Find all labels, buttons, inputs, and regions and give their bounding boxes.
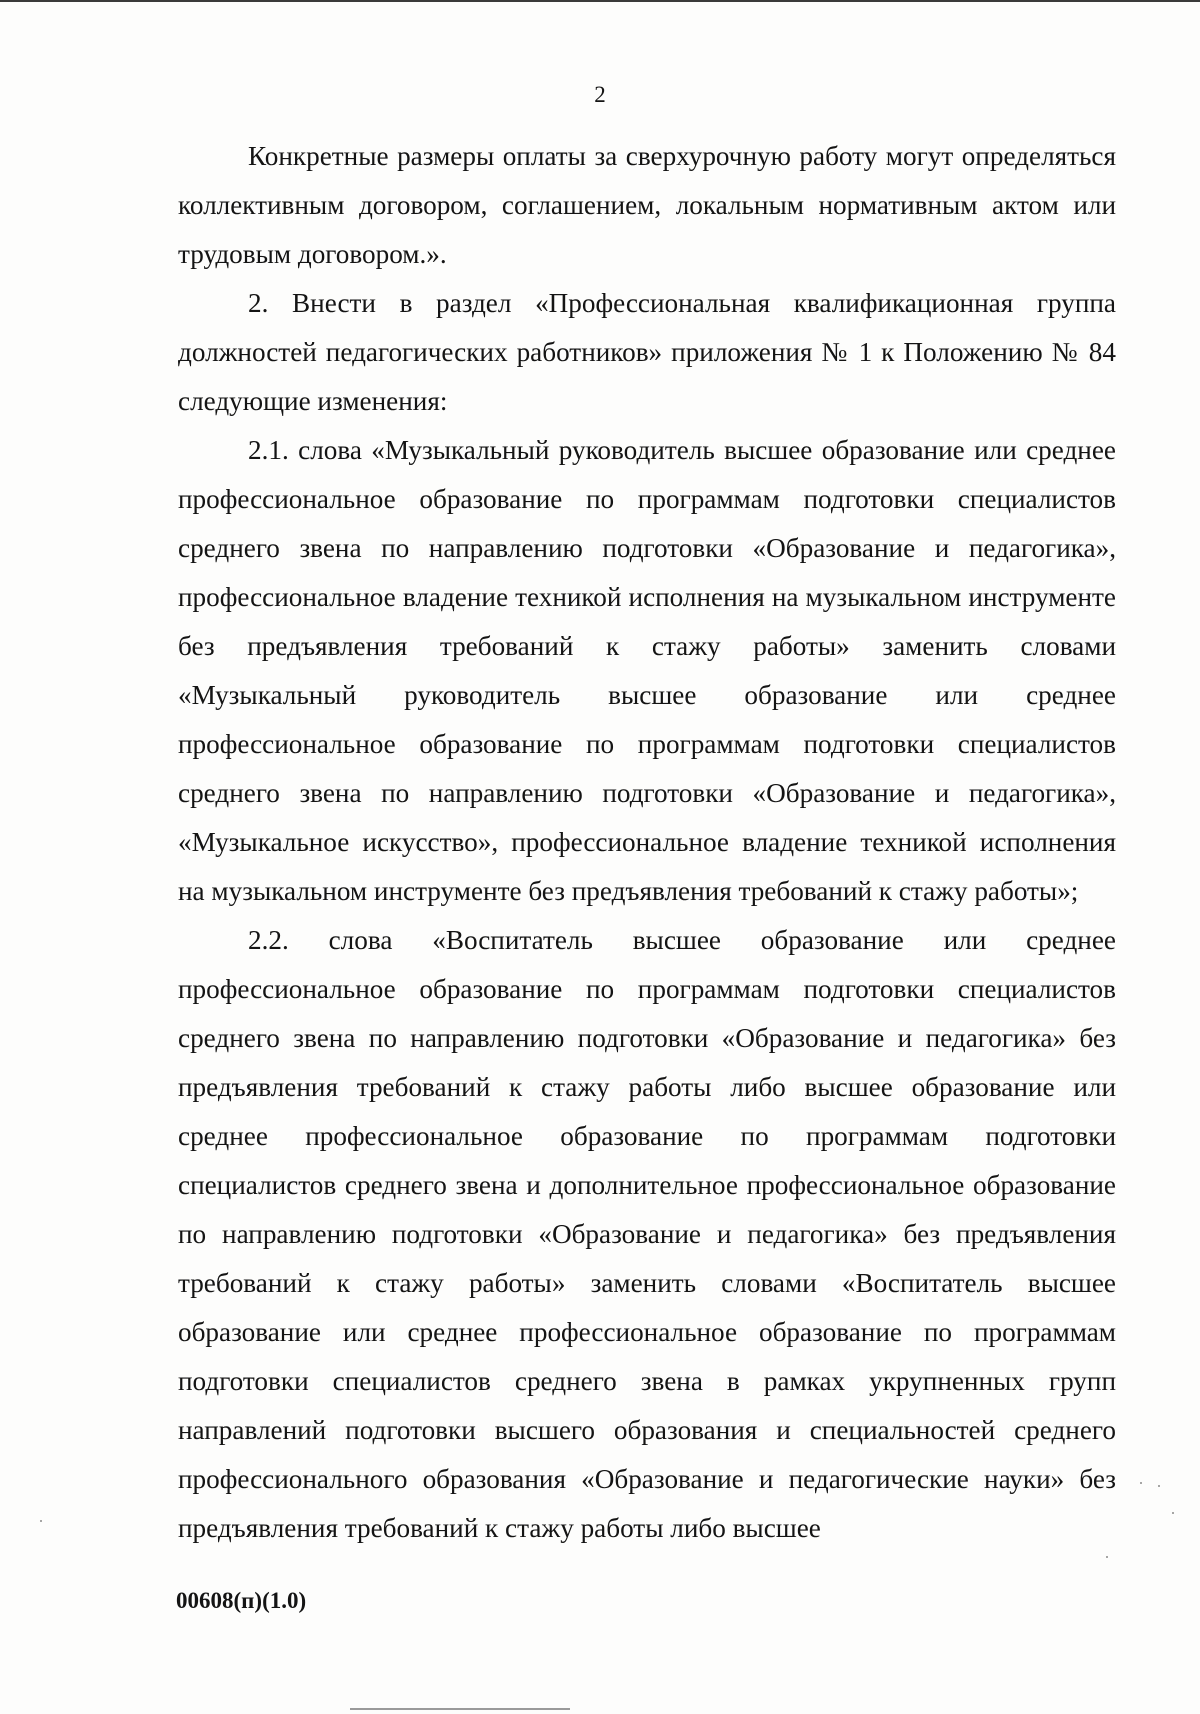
paragraph-item-2-1: 2.1. слова «Музыкальный руководитель высшее образование или среднее профессиональное образование по программам подготовки специалистов среднего звена по направлению подготовки «Образование и педагогика», профессиональное владение техникой исполнения на музыкальном инструменте без предъявления требований к стажу работы» заменить словами «Музыкальный руководитель высшее образование или среднее профессиональное образование по программам подготовки специалистов среднего звена по направлению подготовки «Образование и педагогика», «Музыкальное искусство», профессиональное владение техникой исполнения на музыкальном инструменте без предъявления требований к стажу работы»;	[178, 435, 1116, 906]
scan-artifact-dot	[1106, 1556, 1108, 1558]
scan-artifact-dot	[1158, 1485, 1160, 1487]
scan-bottom-mark	[350, 1708, 570, 1710]
paragraph-overtime-pay: Конкретные размеры оплаты за сверхурочную работу могут определяться коллективным договором, соглашением, локальным нормативным актом или трудовым договором.».	[178, 141, 1116, 269]
document-body	[178, 132, 1116, 1553]
document-code: 00608(п)(1.0)	[176, 1588, 307, 1613]
scan-artifact-dot	[1172, 1512, 1174, 1514]
paragraph-item-2-2: 2.2. слова «Воспитатель высшее образование или среднее профессиональное образование по программам подготовки специалистов среднего звена по направлению подготовки «Образование и педагогика» без предъявления требований к стажу работы либо высшее образование или среднее профессиональное образование по программам подготовки специалистов среднего звена и дополнительное профессиональное образование по направлению подготовки «Образование и педагогика» без предъявления требований к стажу работы» заменить словами «Воспитатель высшее образование или среднее профессиональное образование по программам подготовки специалистов среднего звена в рамках укрупненных групп направлений подготовки высшего образования и специальностей среднего профессионального образования «Образование и педагогические науки» без предъявления требований к стажу работы либо высшее	[178, 925, 1116, 1543]
scan-artifact-dot	[40, 1520, 42, 1522]
page-top-edge	[0, 0, 1200, 2]
paragraph-item-2: 2. Внести в раздел «Профессиональная квалификационная группа должностей педагогических работников» приложения № 1 к Положению № 84 следующие изменения:	[178, 288, 1116, 416]
scan-artifact-dot	[1140, 1482, 1142, 1484]
page-number: 2	[594, 82, 606, 107]
